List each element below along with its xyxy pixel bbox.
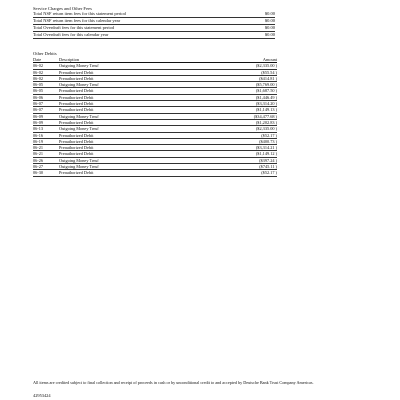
- debit-amount: ($414.81 ): [259, 75, 277, 81]
- debit-description: Preauthorized Debit: [59, 107, 94, 113]
- debits-section-title: Other Debits: [33, 51, 57, 56]
- debit-date: 06-21: [33, 151, 44, 157]
- date-column-header: Date: [33, 57, 42, 62]
- debit-description: Preauthorized Debit: [59, 138, 94, 144]
- debit-date: 06-07: [33, 101, 44, 107]
- debit-amount: ($1,149.13 ): [255, 107, 277, 113]
- debit-amount: ($5,769.00 ): [255, 82, 277, 88]
- debit-date: 06-07: [33, 107, 44, 113]
- debit-amount: ($2,335.00 ): [255, 126, 277, 132]
- fee-label: Total NSF return item fees for this calendar year: [33, 18, 121, 23]
- debit-date: 06-06: [33, 94, 44, 100]
- debit-amount: ($52.17 ): [261, 132, 277, 138]
- debit-date: 06-13: [33, 126, 44, 132]
- debit-description: Preauthorized Debit: [59, 94, 94, 100]
- debit-amount: ($2,335.00 ): [255, 63, 277, 69]
- debit-date: 06-05: [33, 88, 44, 94]
- debit-description: Outgoing Money Trnsf: [59, 126, 99, 132]
- debit-description: Preauthorized Debit: [59, 145, 94, 151]
- fee-row: [33, 25, 275, 32]
- debit-date: 06-27: [33, 164, 44, 170]
- debit-description: Preauthorized Debit: [59, 151, 94, 157]
- debit-description: Preauthorized Debit: [59, 132, 94, 138]
- debit-date: 06-05: [33, 82, 44, 88]
- debit-amount: ($1,149.12 ): [255, 151, 277, 157]
- debit-description: Outgoing Money Trnsf: [59, 113, 99, 119]
- debit-date: 06-09: [33, 119, 44, 125]
- debit-amount: ($1,446.49 ): [255, 94, 277, 100]
- fee-row: [33, 11, 275, 18]
- debit-date: 06-26: [33, 157, 44, 163]
- footer-note: All items are credited subject to final collection and receipt of proceeds in cash or by unconditional credit to and accepted by Deutsche Bank Trust Company Americas.: [33, 380, 314, 385]
- debit-amount: ($55.54 ): [261, 69, 277, 75]
- debit-amount: ($745.11 ): [259, 164, 277, 170]
- debit-amount: ($52.17 ): [261, 170, 277, 176]
- debit-date: 06-02: [33, 63, 44, 69]
- page-id: 42953424: [33, 393, 51, 398]
- fee-label: Total Overdraft fees for this calendar year: [33, 32, 109, 37]
- debit-amount: ($1,202.83 ): [255, 119, 277, 125]
- fee-row: [33, 32, 275, 39]
- amount-column-header: Amount: [262, 57, 277, 62]
- fee-label: Total NSF return item fees for this statement period: [33, 11, 126, 16]
- debit-description: Preauthorized Debit: [59, 88, 94, 94]
- debit-amount: ($3,314.21 ): [255, 145, 277, 151]
- debit-amount: ($3,314.20 ): [255, 101, 277, 107]
- fees-table: [33, 11, 275, 39]
- debit-description: Outgoing Money Trnsf: [59, 82, 99, 88]
- fee-value: $0.00: [264, 11, 275, 16]
- debit-description: Preauthorized Debit: [59, 119, 94, 125]
- debit-date: 06-02: [33, 69, 44, 75]
- fees-section-title: Service Charges and Other Fees: [33, 6, 92, 11]
- debit-description: Preauthorized Debit: [59, 170, 94, 176]
- debit-amount: ($1,687.50 ): [255, 88, 277, 94]
- debit-description: Outgoing Money Trnsf: [59, 164, 99, 170]
- debits-table: [33, 57, 277, 177]
- debit-description: Preauthorized Debit: [59, 69, 94, 75]
- description-column-header: Description: [59, 57, 80, 62]
- fee-value: $0.00: [264, 25, 275, 30]
- fee-value: $0.00: [264, 18, 275, 23]
- debit-date: 06-21: [33, 145, 44, 151]
- debit-date: 06-16: [33, 132, 44, 138]
- fee-label: Total Overdraft fees for this statement period: [33, 25, 115, 30]
- debit-row: [33, 170, 277, 176]
- debit-date: 06-02: [33, 75, 44, 81]
- debit-date: 06-30: [33, 170, 44, 176]
- debit-date: 06-09: [33, 113, 44, 119]
- debit-description: Preauthorized Debit: [59, 75, 94, 81]
- fee-row: [33, 18, 275, 25]
- debit-description: Preauthorized Debit: [59, 101, 94, 107]
- debit-amount: ($34,477.68 ): [253, 113, 277, 119]
- fee-value: $0.00: [264, 32, 275, 37]
- debit-description: Outgoing Money Trnsf: [59, 63, 99, 69]
- debit-amount: ($400.73 ): [259, 138, 277, 144]
- debit-amount: ($397.24 ): [259, 157, 277, 163]
- debit-date: 06-19: [33, 138, 44, 144]
- debit-description: Outgoing Money Trnsf: [59, 157, 99, 163]
